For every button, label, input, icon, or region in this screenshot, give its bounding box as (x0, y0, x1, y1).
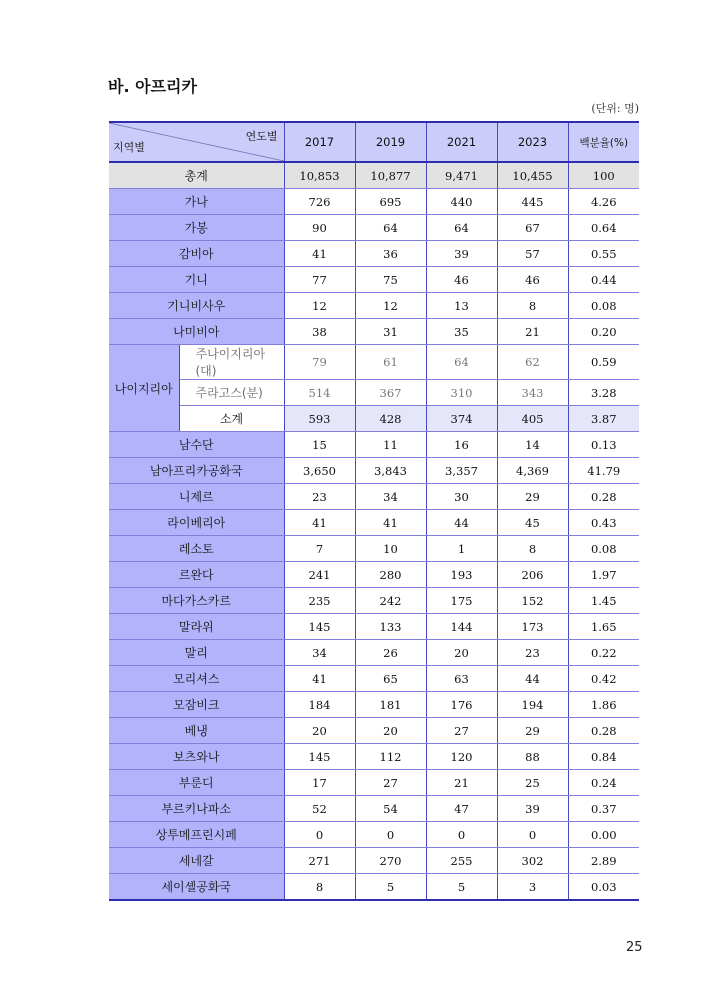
cell-value: 194 (497, 692, 568, 718)
cell-value: 112 (355, 744, 426, 770)
cell-value: 241 (284, 562, 355, 588)
table-row (109, 345, 639, 380)
cell-value: 29 (497, 718, 568, 744)
cell-value: 46 (497, 267, 568, 293)
cell-percent: 3.87 (568, 406, 639, 432)
row-label: 상투메프린시페 (109, 822, 284, 848)
cell-value: 367 (355, 380, 426, 406)
row-label: 감비아 (109, 241, 284, 267)
cell-value: 46 (426, 267, 497, 293)
cell-value: 13 (426, 293, 497, 319)
cell-percent: 0.43 (568, 510, 639, 536)
cell-value: 302 (497, 848, 568, 874)
cell-percent: 0.84 (568, 744, 639, 770)
row-label: 기니 (109, 267, 284, 293)
cell-value: 0 (426, 822, 497, 848)
cell-value: 31 (355, 319, 426, 345)
cell-value: 64 (355, 215, 426, 241)
cell-value: 90 (284, 215, 355, 241)
cell-value: 8 (497, 536, 568, 562)
cell-value: 176 (426, 692, 497, 718)
cell-percent: 4.26 (568, 189, 639, 215)
table-row (109, 432, 639, 458)
row-label: 베냉 (109, 718, 284, 744)
table-row (109, 241, 639, 267)
cell-value: 514 (284, 380, 355, 406)
cell-value: 270 (355, 848, 426, 874)
cell-percent: 1.86 (568, 692, 639, 718)
row-label: 부룬디 (109, 770, 284, 796)
table-row (109, 874, 639, 901)
row-label: 세이셸공화국 (109, 874, 284, 901)
cell-value: 5 (426, 874, 497, 901)
cell-value: 0 (284, 822, 355, 848)
cell-percent: 0.37 (568, 796, 639, 822)
row-label: 부르키나파소 (109, 796, 284, 822)
cell-value: 21 (426, 770, 497, 796)
cell-value: 145 (284, 744, 355, 770)
cell-value: 44 (497, 666, 568, 692)
row-label: 마다가스카르 (109, 588, 284, 614)
subrow-label: 주라고스(분) (179, 380, 284, 406)
cell-value: 175 (426, 588, 497, 614)
subtotal-row (109, 406, 639, 432)
cell-value: 67 (497, 215, 568, 241)
cell-percent: 0.59 (568, 345, 639, 380)
cell-percent: 0.22 (568, 640, 639, 666)
cell-value: 29 (497, 484, 568, 510)
cell-value: 10,877 (355, 162, 426, 189)
row-label: 말리 (109, 640, 284, 666)
table-row (109, 484, 639, 510)
table-row (109, 189, 639, 215)
table-row (109, 380, 639, 406)
table-row (109, 215, 639, 241)
corner-bottom-label: 지역별 (113, 141, 145, 154)
cell-percent: 0.28 (568, 718, 639, 744)
table-row (109, 744, 639, 770)
section-title: 바. 아프리카 (108, 77, 197, 96)
cell-value: 41 (355, 510, 426, 536)
cell-value: 7 (284, 536, 355, 562)
cell-value: 8 (497, 293, 568, 319)
cell-value: 280 (355, 562, 426, 588)
cell-value: 271 (284, 848, 355, 874)
row-label: 가봉 (109, 215, 284, 241)
cell-percent: 0.00 (568, 822, 639, 848)
row-label: 레소토 (109, 536, 284, 562)
page-number: 25 (626, 940, 643, 955)
cell-value: 62 (497, 345, 568, 380)
cell-value: 25 (497, 770, 568, 796)
cell-percent: 0.13 (568, 432, 639, 458)
cell-percent: 0.44 (568, 267, 639, 293)
cell-value: 445 (497, 189, 568, 215)
cell-value: 77 (284, 267, 355, 293)
cell-value: 15 (284, 432, 355, 458)
cell-value: 41 (284, 510, 355, 536)
cell-value: 0 (355, 822, 426, 848)
cell-value: 133 (355, 614, 426, 640)
cell-value: 310 (426, 380, 497, 406)
row-label: 니제르 (109, 484, 284, 510)
table-row (109, 293, 639, 319)
table-row (109, 718, 639, 744)
cell-value: 181 (355, 692, 426, 718)
table-row (109, 319, 639, 345)
row-label: 모리셔스 (109, 666, 284, 692)
cell-value: 10 (355, 536, 426, 562)
table-row (109, 588, 639, 614)
cell-value: 3 (497, 874, 568, 901)
cell-value: 173 (497, 614, 568, 640)
table-row (109, 458, 639, 484)
corner-top-label: 연도별 (245, 130, 278, 143)
cell-value: 26 (355, 640, 426, 666)
cell-value: 35 (426, 319, 497, 345)
cell-value: 144 (426, 614, 497, 640)
cell-value: 145 (284, 614, 355, 640)
cell-value: 21 (497, 319, 568, 345)
cell-value: 20 (355, 718, 426, 744)
cell-percent: 1.97 (568, 562, 639, 588)
cell-value: 36 (355, 241, 426, 267)
cell-value: 27 (355, 770, 426, 796)
cell-value: 3,843 (355, 458, 426, 484)
cell-value: 63 (426, 666, 497, 692)
table-row (109, 796, 639, 822)
cell-value: 12 (355, 293, 426, 319)
cell-value: 88 (497, 744, 568, 770)
row-label: 나미비아 (109, 319, 284, 345)
cell-value: 255 (426, 848, 497, 874)
cell-value: 8 (284, 874, 355, 901)
cell-value: 16 (426, 432, 497, 458)
cell-value: 23 (284, 484, 355, 510)
cell-value: 64 (426, 345, 497, 380)
cell-value: 23 (497, 640, 568, 666)
cell-percent: 0.03 (568, 874, 639, 901)
year-header: 2021 (426, 122, 497, 162)
cell-value: 726 (284, 189, 355, 215)
cell-value: 374 (426, 406, 497, 432)
cell-value: 593 (284, 406, 355, 432)
table-row (109, 267, 639, 293)
cell-value: 20 (284, 718, 355, 744)
cell-value: 428 (355, 406, 426, 432)
cell-percent: 41.79 (568, 458, 639, 484)
cell-value: 61 (355, 345, 426, 380)
cell-value: 695 (355, 189, 426, 215)
cell-value: 65 (355, 666, 426, 692)
cell-value: 41 (284, 666, 355, 692)
cell-value: 5 (355, 874, 426, 901)
cell-value: 4,369 (497, 458, 568, 484)
table-row (109, 692, 639, 718)
cell-value: 20 (426, 640, 497, 666)
row-label: 남아프리카공화국 (109, 458, 284, 484)
cell-value: 193 (426, 562, 497, 588)
cell-percent: 0.24 (568, 770, 639, 796)
subrow-label: 소계 (179, 406, 284, 432)
year-header: 2017 (284, 122, 355, 162)
unit-label: (단위: 명) (591, 102, 639, 115)
cell-value: 120 (426, 744, 497, 770)
cell-percent: 3.28 (568, 380, 639, 406)
cell-value: 405 (497, 406, 568, 432)
cell-value: 38 (284, 319, 355, 345)
cell-value: 75 (355, 267, 426, 293)
cell-value: 343 (497, 380, 568, 406)
table-row (109, 510, 639, 536)
total-row (109, 162, 639, 189)
year-header: 2023 (497, 122, 568, 162)
cell-value: 41 (284, 241, 355, 267)
row-label: 총계 (109, 162, 284, 189)
row-label: 보츠와나 (109, 744, 284, 770)
cell-percent: 0.64 (568, 215, 639, 241)
cell-value: 45 (497, 510, 568, 536)
cell-value: 34 (355, 484, 426, 510)
cell-value: 44 (426, 510, 497, 536)
cell-value: 440 (426, 189, 497, 215)
cell-value: 184 (284, 692, 355, 718)
cell-value: 64 (426, 215, 497, 241)
cell-value: 27 (426, 718, 497, 744)
table-row (109, 562, 639, 588)
cell-value: 206 (497, 562, 568, 588)
cell-percent: 0.28 (568, 484, 639, 510)
table-row (109, 666, 639, 692)
cell-value: 9,471 (426, 162, 497, 189)
subrow-label: 주나이지리아(대) (179, 345, 284, 380)
cell-value: 3,357 (426, 458, 497, 484)
cell-value: 52 (284, 796, 355, 822)
cell-value: 152 (497, 588, 568, 614)
cell-percent: 0.42 (568, 666, 639, 692)
cell-value: 34 (284, 640, 355, 666)
cell-percent: 0.20 (568, 319, 639, 345)
header-row (109, 122, 639, 162)
row-label: 가나 (109, 189, 284, 215)
corner-header (109, 122, 284, 162)
africa-table (109, 121, 639, 901)
cell-value: 10,455 (497, 162, 568, 189)
cell-value: 39 (497, 796, 568, 822)
cell-value: 3,650 (284, 458, 355, 484)
cell-value: 10,853 (284, 162, 355, 189)
row-label: 르완다 (109, 562, 284, 588)
cell-percent: 0.08 (568, 536, 639, 562)
cell-value: 235 (284, 588, 355, 614)
group-label: 나이지리아 (109, 345, 179, 432)
cell-value: 12 (284, 293, 355, 319)
cell-value: 39 (426, 241, 497, 267)
table-row (109, 770, 639, 796)
cell-percent: 0.08 (568, 293, 639, 319)
cell-value: 30 (426, 484, 497, 510)
cell-value: 57 (497, 241, 568, 267)
row-label: 세네갈 (109, 848, 284, 874)
cell-percent: 100 (568, 162, 639, 189)
cell-value: 14 (497, 432, 568, 458)
cell-value: 0 (497, 822, 568, 848)
cell-value: 1 (426, 536, 497, 562)
cell-percent: 1.45 (568, 588, 639, 614)
table-row (109, 822, 639, 848)
cell-value: 79 (284, 345, 355, 380)
cell-value: 11 (355, 432, 426, 458)
cell-percent: 1.65 (568, 614, 639, 640)
cell-percent: 2.89 (568, 848, 639, 874)
cell-value: 17 (284, 770, 355, 796)
cell-value: 242 (355, 588, 426, 614)
table-row (109, 614, 639, 640)
row-label: 모잠비크 (109, 692, 284, 718)
table-row (109, 536, 639, 562)
cell-percent: 0.55 (568, 241, 639, 267)
row-label: 남수단 (109, 432, 284, 458)
row-label: 기니비사우 (109, 293, 284, 319)
table-row (109, 640, 639, 666)
year-header: 2019 (355, 122, 426, 162)
row-label: 라이베리아 (109, 510, 284, 536)
row-label: 말라위 (109, 614, 284, 640)
table-row (109, 848, 639, 874)
cell-value: 47 (426, 796, 497, 822)
cell-value: 54 (355, 796, 426, 822)
percent-header: 백분율(%) (568, 122, 639, 162)
